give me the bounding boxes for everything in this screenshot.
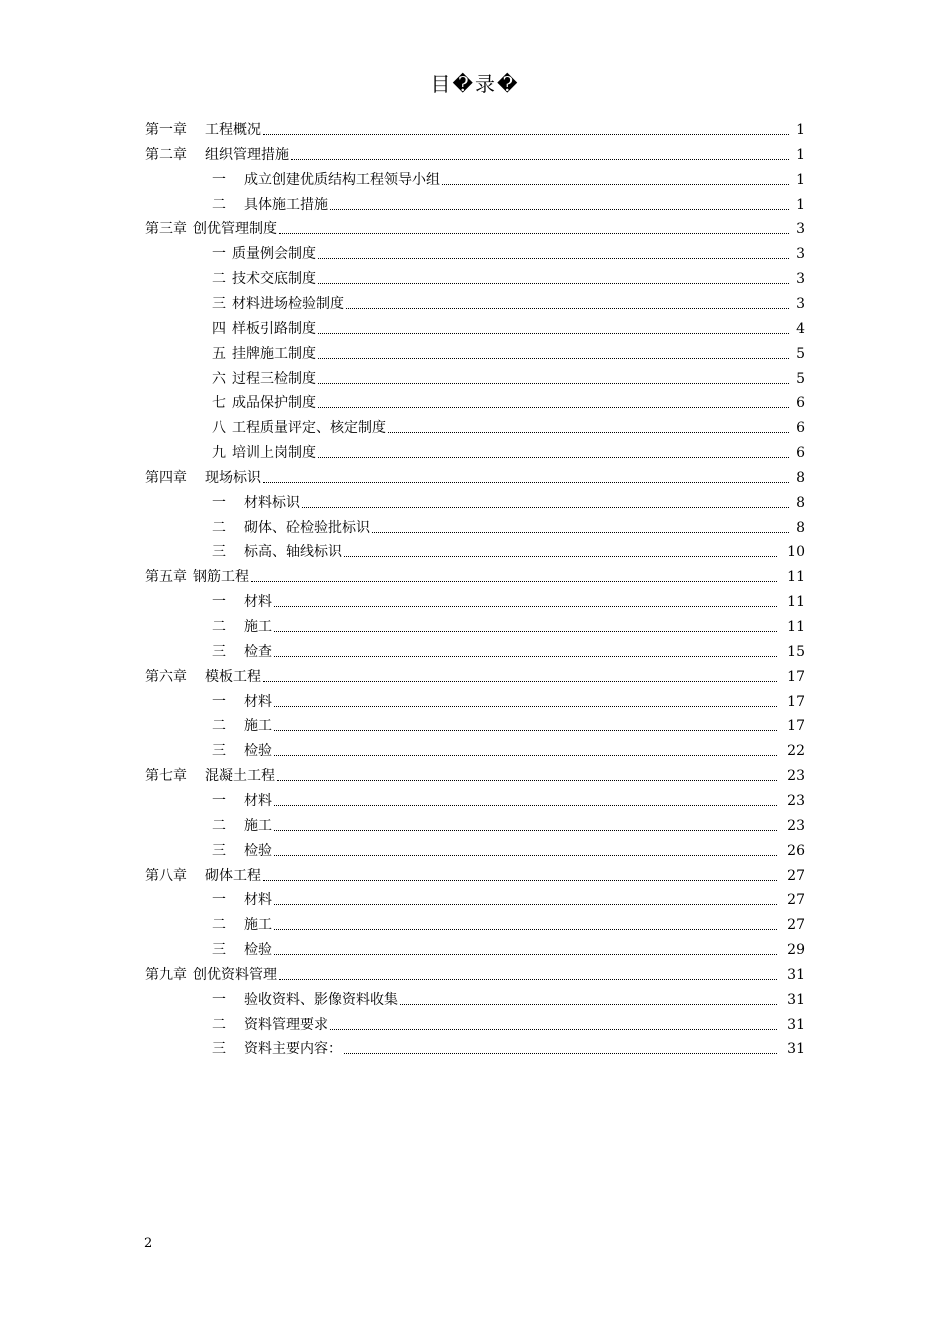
toc-entry-number: 七	[212, 395, 226, 412]
toc-entry[interactable]	[212, 909, 805, 934]
toc-entry-label	[212, 419, 386, 437]
toc-entry-label	[212, 196, 328, 214]
toc-entry-text: 材料	[244, 693, 272, 710]
toc-entry[interactable]	[145, 760, 805, 785]
toc-entry-number: 第三章	[145, 221, 187, 238]
toc-entry-number: 二	[212, 1016, 226, 1033]
toc-entry-page: 8	[796, 469, 805, 486]
toc-entry[interactable]	[212, 512, 805, 537]
toc-dot-leader	[442, 184, 789, 185]
toc-entry-text: 过程三检制度	[232, 370, 316, 387]
toc-entry-page: 3	[796, 271, 805, 288]
toc-entry[interactable]	[212, 884, 805, 909]
toc-entry-number: 三	[212, 1041, 226, 1058]
toc-dot-leader	[277, 780, 777, 781]
toc-entry-number: 一	[212, 246, 226, 263]
toc-entry-label	[212, 1040, 342, 1058]
toc-entry-page: 31	[787, 1041, 805, 1058]
toc-entry-text: 材料	[244, 792, 272, 809]
toc-entry-text: 砌体、砼检验批标识	[244, 519, 370, 536]
toc-entry-number: 一	[212, 991, 226, 1008]
toc-dot-leader	[263, 681, 777, 682]
toc-entry-label	[212, 693, 272, 711]
toc-entry-page: 10	[787, 544, 805, 561]
toc-entry[interactable]	[212, 984, 805, 1009]
toc-entry-number: 第六章	[145, 668, 187, 685]
toc-entry-page: 11	[787, 594, 805, 611]
toc-entry-number: 第八章	[145, 867, 187, 884]
toc-dot-leader	[274, 904, 777, 905]
toc-entry[interactable]	[212, 636, 805, 661]
toc-entry[interactable]	[212, 338, 805, 363]
toc-entry-text: 工程质量评定、核定制度	[232, 420, 386, 437]
toc-entry-text: 检查	[244, 643, 272, 660]
toc-entry-number: 一	[212, 594, 226, 611]
toc-entry-page: 27	[787, 917, 805, 934]
toc-dot-leader	[274, 656, 777, 657]
toc-entry-page: 29	[787, 942, 805, 959]
toc-dot-leader	[291, 159, 789, 160]
toc-dot-leader	[274, 631, 777, 632]
toc-entry[interactable]	[212, 387, 805, 412]
toc-entry-text: 材料	[244, 892, 272, 909]
toc-entry-page: 23	[787, 768, 805, 785]
toc-entry-page: 6	[796, 445, 805, 462]
toc-entry-page: 27	[787, 867, 805, 884]
toc-entry-page: 1	[796, 196, 805, 213]
toc-entry-text: 砌体工程	[205, 867, 261, 884]
toc-entry-page: 26	[787, 842, 805, 859]
toc-entry-number: 一	[212, 171, 226, 188]
toc-entry-number: 三	[212, 842, 226, 859]
toc-entry[interactable]	[145, 139, 805, 164]
toc-entry-page: 3	[796, 246, 805, 263]
toc-dot-leader	[346, 308, 789, 309]
toc-dot-leader	[263, 134, 789, 135]
toc-entry-text: 施工	[244, 917, 272, 934]
toc-entry-text: 标高、轴线标识	[244, 544, 342, 561]
toc-dot-leader	[274, 805, 777, 806]
toc-entry-page: 17	[787, 693, 805, 710]
toc-entry-page: 15	[787, 643, 805, 660]
toc-entry-number: 九	[212, 445, 226, 462]
toc-entry[interactable]	[145, 462, 805, 487]
toc-dot-leader	[330, 209, 789, 210]
toc-dot-leader	[344, 556, 777, 557]
toc-entry-label	[212, 543, 342, 561]
toc-entry-label	[145, 220, 277, 238]
toc-entry-text: 成立创建优质结构工程领导小组	[244, 171, 440, 188]
toc-entry[interactable]	[212, 487, 805, 512]
toc-entry[interactable]	[212, 1009, 805, 1034]
toc-entry-page: 11	[787, 619, 805, 635]
toc-entry[interactable]	[212, 1033, 805, 1058]
toc-entry[interactable]	[212, 363, 805, 388]
toc-entry[interactable]	[212, 586, 805, 611]
toc-dot-leader	[263, 482, 789, 483]
toc-entry-text: 资料管理要求	[244, 1016, 328, 1033]
toc-entry-text: 培训上岗制度	[232, 445, 316, 462]
toc-entry-page: 31	[787, 1016, 805, 1033]
toc-entry-number: 二	[212, 519, 226, 536]
toc-entry-number: 三	[212, 295, 226, 312]
toc-dot-leader	[279, 233, 789, 234]
toc-entry-number: 一	[212, 892, 226, 909]
toc-entry-text: 钢筋工程	[193, 569, 249, 586]
toc-entry-page: 3	[796, 221, 805, 238]
toc-entry-number: 第七章	[145, 768, 187, 785]
toc-entry-label	[145, 867, 261, 885]
toc-entry[interactable]	[212, 835, 805, 860]
toc-entry-label	[212, 717, 272, 735]
toc-dot-leader	[302, 507, 789, 508]
toc-entry-label	[212, 842, 272, 860]
toc-entry-number: 三	[212, 643, 226, 660]
toc-entry-text: 施工	[244, 619, 272, 635]
toc-dot-leader	[274, 755, 777, 756]
toc-entry-text: 材料进场检验制度	[232, 295, 344, 312]
toc-entry-label	[212, 270, 316, 288]
toc-entry-label	[212, 345, 316, 363]
toc-entry-number: 一	[212, 494, 226, 511]
toc-entry-number: 二	[212, 817, 226, 834]
toc-entry-number: 五	[212, 345, 226, 362]
toc-entry-label	[212, 1016, 328, 1034]
toc-entry[interactable]	[145, 561, 805, 586]
toc-entry-label	[212, 320, 316, 338]
toc-entry-number: 三	[212, 544, 226, 561]
toc-entry[interactable]	[212, 785, 805, 810]
toc-entry[interactable]	[212, 611, 805, 636]
toc-entry-text: 具体施工措施	[244, 196, 328, 213]
toc-entry[interactable]	[145, 959, 805, 984]
toc-entry-number: 三	[212, 942, 226, 959]
toc-entry-label	[212, 519, 370, 537]
toc-dot-leader	[318, 333, 789, 334]
toc-entry-number: 六	[212, 370, 226, 387]
toc-entry-label	[212, 494, 300, 512]
toc-entry-number: 二	[212, 718, 226, 735]
toc-entry-label	[212, 593, 272, 611]
toc-entry-label	[212, 171, 440, 189]
toc-entry-text: 施工	[244, 817, 272, 834]
toc-entry-text: 混凝土工程	[205, 768, 275, 785]
toc-entry-label	[145, 146, 289, 164]
toc-entry-number: 第四章	[145, 469, 187, 486]
toc-dot-leader	[318, 258, 789, 259]
toc-entry-label	[212, 941, 272, 959]
toc-entry-page: 5	[796, 370, 805, 387]
toc-entry[interactable]	[212, 189, 805, 214]
toc-dot-leader	[318, 407, 789, 408]
toc-entry[interactable]	[212, 238, 805, 263]
toc-entry-page: 31	[787, 966, 805, 983]
toc-dot-leader	[274, 830, 777, 831]
toc-dot-leader	[251, 581, 777, 582]
toc-entry-text: 创优管理制度	[193, 221, 277, 238]
toc-entry-page: 23	[787, 792, 805, 809]
toc-entry-text: 验收资料、影像资料收集	[244, 991, 398, 1008]
toc-entry-text: 成品保护制度	[232, 395, 316, 412]
toc-entry[interactable]	[212, 164, 805, 189]
toc-entry-page: 1	[796, 122, 805, 138]
toc-entry[interactable]	[145, 213, 805, 238]
toc-entry[interactable]	[212, 735, 805, 760]
toc-entry-number: 第九章	[145, 966, 187, 983]
toc-entry-page: 27	[787, 892, 805, 909]
toc-entry-text: 挂牌施工制度	[232, 345, 316, 362]
toc-entry-text: 检验	[244, 743, 272, 760]
toc-entry-text: 材料标识	[244, 494, 300, 511]
toc-entry[interactable]	[212, 412, 805, 437]
toc-entry-page: 6	[796, 395, 805, 412]
toc-entry-page: 11	[787, 569, 805, 586]
toc-dot-leader	[263, 880, 777, 881]
toc-entry-number: 八	[212, 420, 226, 437]
toc-entry-label	[212, 891, 272, 909]
toc-dot-leader	[344, 1053, 777, 1054]
toc-entry-label	[212, 643, 272, 661]
toc-dot-leader	[318, 358, 789, 359]
toc-entry-number: 二	[212, 271, 226, 288]
toc-entry-number: 一	[212, 792, 226, 809]
toc-entry-text: 材料	[244, 594, 272, 611]
toc-entry[interactable]	[212, 934, 805, 959]
toc-entry-page: 23	[787, 817, 805, 834]
toc-entry[interactable]	[212, 710, 805, 735]
toc-entry-text: 组织管理措施	[205, 146, 289, 163]
toc-entry-label	[212, 742, 272, 760]
toc-entry[interactable]	[212, 437, 805, 462]
toc-dot-leader	[330, 1029, 777, 1030]
toc-entry-page: 1	[796, 146, 805, 163]
toc-dot-leader	[274, 606, 777, 607]
toc-entry-text: 创优资料管理	[193, 966, 277, 983]
toc-entry-label	[212, 792, 272, 810]
toc-dot-leader	[400, 1004, 777, 1005]
toc-entry-page: 31	[787, 991, 805, 1008]
toc-entry-text: 现场标识	[205, 469, 261, 486]
toc-entry-page: 5	[796, 345, 805, 362]
toc-title: 目�录�	[430, 72, 520, 96]
toc-entry-label	[145, 767, 275, 785]
toc-entry-text: 质量例会制度	[232, 246, 316, 263]
toc-dot-leader	[274, 929, 777, 930]
toc-dot-leader	[388, 432, 789, 433]
toc-entry-number: 二	[212, 196, 226, 213]
toc-entry-page: 22	[787, 743, 805, 760]
toc-entry-page: 1	[796, 171, 805, 188]
toc-entry-text: 工程概况	[205, 122, 261, 138]
toc-entry-page: 3	[796, 295, 805, 312]
toc-entry-text: 检验	[244, 842, 272, 859]
toc-entry-page: 4	[796, 320, 805, 337]
toc-entry-label	[212, 370, 316, 388]
toc-entry-text: 样板引路制度	[232, 320, 316, 337]
toc-entry-number: 第一章	[145, 122, 187, 138]
toc-entry-page: 8	[796, 519, 805, 536]
toc-entry-label	[212, 618, 272, 636]
toc-dot-leader	[318, 383, 789, 384]
toc-entry-label	[212, 394, 316, 412]
toc-entry-number: 第二章	[145, 146, 187, 163]
toc-entry-page: 17	[787, 668, 805, 685]
toc-entry[interactable]	[212, 288, 805, 313]
toc-entry-text: 检验	[244, 942, 272, 959]
toc-entry-label	[212, 916, 272, 934]
toc-entry-label	[145, 668, 261, 686]
toc-entry-page: 17	[787, 718, 805, 735]
toc-entry-label	[212, 817, 272, 835]
toc-entry-label	[145, 469, 261, 487]
toc-dot-leader	[318, 283, 789, 284]
toc-entry-page: 6	[796, 420, 805, 437]
toc-entry-number: 四	[212, 320, 226, 337]
toc-entry-label	[145, 568, 249, 586]
toc-entry-number: 二	[212, 917, 226, 934]
toc-entry-label	[212, 245, 316, 263]
toc-entry[interactable]	[212, 263, 805, 288]
toc-entry-label	[212, 991, 398, 1009]
toc-entry[interactable]	[145, 860, 805, 885]
toc-entry-text: 模板工程	[205, 668, 261, 685]
page-number: 2	[144, 1236, 153, 1251]
toc-entry[interactable]	[145, 114, 805, 139]
toc-entry[interactable]	[212, 313, 805, 338]
toc-entry-text: 资料主要内容：	[244, 1041, 342, 1058]
toc-entry[interactable]	[212, 810, 805, 835]
toc-entry-number: 第五章	[145, 569, 187, 586]
toc-entry-label	[145, 121, 261, 139]
toc-entry-page: 8	[796, 494, 805, 511]
toc-dot-leader	[279, 979, 777, 980]
toc-entry[interactable]	[212, 536, 805, 561]
toc-dot-leader	[274, 855, 777, 856]
toc-entry-label	[145, 966, 277, 984]
toc-entry-label	[212, 295, 344, 313]
toc-entry-text: 施工	[244, 718, 272, 735]
toc-entry-number: 一	[212, 693, 226, 710]
toc-entry-text: 技术交底制度	[232, 271, 316, 288]
toc-dot-leader	[274, 954, 777, 955]
toc-dot-leader	[274, 706, 777, 707]
toc-entry[interactable]	[145, 661, 805, 686]
toc-dot-leader	[318, 457, 789, 458]
toc-dot-leader	[274, 730, 777, 731]
toc-dot-leader	[372, 532, 789, 533]
toc-entry-label	[212, 444, 316, 462]
toc-entry-number: 三	[212, 743, 226, 760]
toc-entry-number: 二	[212, 619, 226, 635]
toc-entry[interactable]	[212, 686, 805, 711]
